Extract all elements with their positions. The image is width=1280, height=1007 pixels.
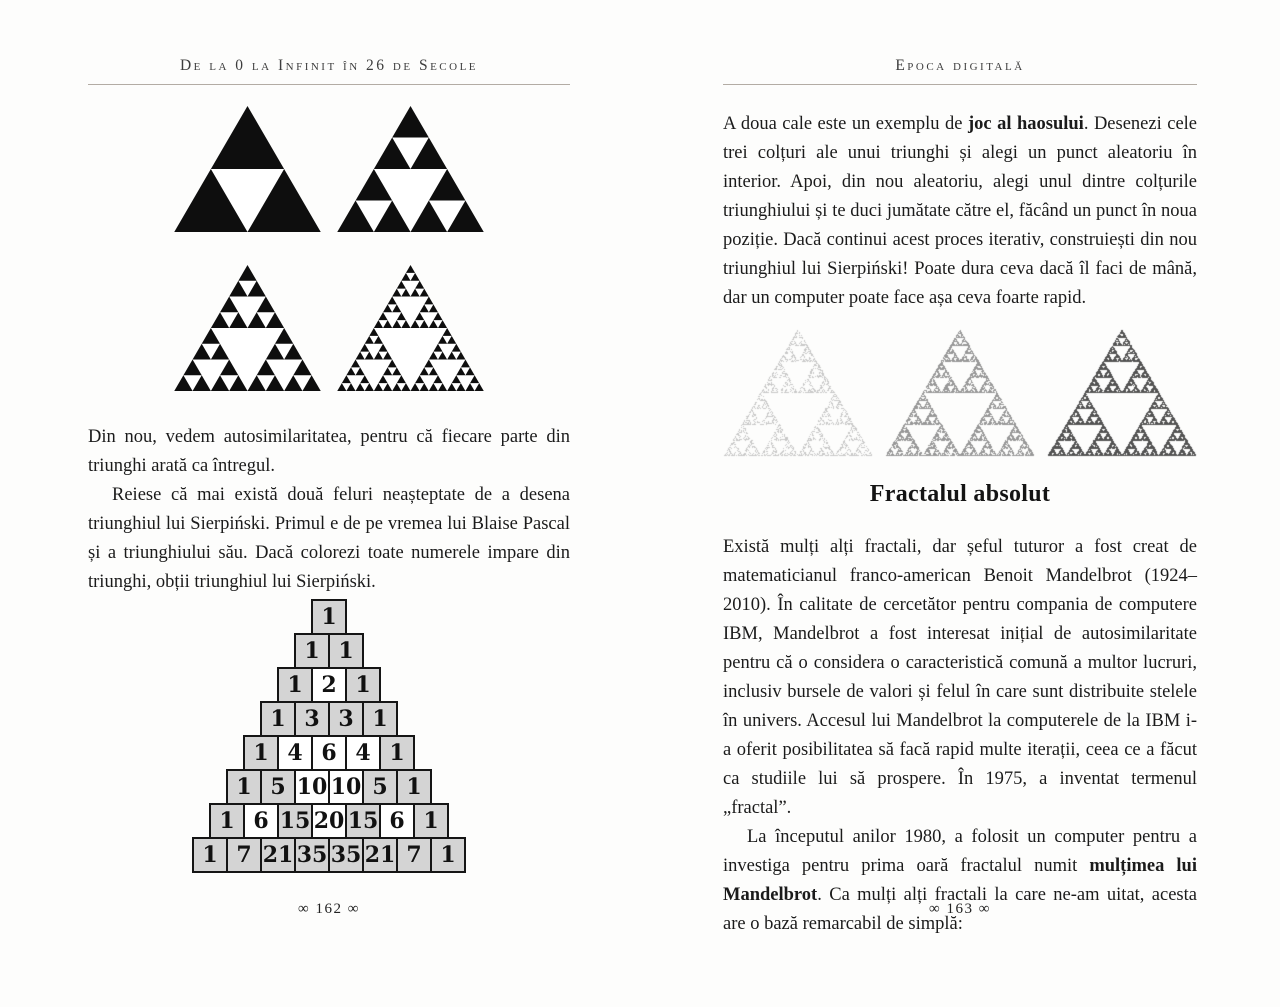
sierpinski-triangle-iteration-2 xyxy=(337,106,484,232)
pascal-row xyxy=(243,735,415,771)
running-head-right: Epoca digitală xyxy=(723,57,1197,85)
pascal-row xyxy=(226,769,432,805)
pascal-cell: 2 xyxy=(311,667,347,703)
pascal-cell: 15 xyxy=(277,803,313,839)
bold-term: joc al haosului xyxy=(967,114,1084,134)
pascal-row xyxy=(192,837,466,873)
pascal-cell: 4 xyxy=(345,735,381,771)
sierpinski-triangle-iteration-1 xyxy=(174,106,321,232)
paragraph-autosimilarity: Din nou, vedem autosimilaritatea, pentru că fiecare parte din triunghi arată ca întregul. xyxy=(88,427,570,476)
pascal-cell: 4 xyxy=(277,735,313,771)
text-run: La începutul anilor 1980, a folosit un computer pentru a investiga pentru prima oară fractalul numit xyxy=(723,827,1197,876)
pascal-cell: 5 xyxy=(362,769,398,805)
pascal-triangle xyxy=(88,599,570,873)
pascal-row xyxy=(209,803,449,839)
pascal-cell: 1 xyxy=(396,769,432,805)
pascal-cell: 20 xyxy=(311,803,347,839)
pascal-cell: 1 xyxy=(328,633,364,669)
pascal-cell: 1 xyxy=(294,633,330,669)
text-run: . Ca mulți alți fractali la care ne-am uitat, acesta are o bază remarcabil de simplă: xyxy=(723,885,1197,934)
paragraph-mandelbrot: Există mulți alți fractali, dar șeful tuturor a fost creat de matematicianul franco-american Benoit Mandelbrot (1924–2010). În calitate de cercetător pentru compania de computere IBM, Mandelbrot a fost interesat inițial de autosimilaritate pentru că o considera o caracteristică comună a multor lucruri, inclusiv bursele de valori și felul în care sunt distribuite stelele în univers. Accesul lui Mandelbrot la computerele de la IBM i-a oferit posibilitatea să facă rapid multe iterații, ceea ce a făcut ca studiile lui să prospere. În 1975, a inventat termenul „fractal”. xyxy=(723,537,1197,818)
pascal-cell: 35 xyxy=(294,837,330,873)
pascal-cell: 1 xyxy=(311,599,347,635)
pascal-cell: 1 xyxy=(243,735,279,771)
pascal-cell: 10 xyxy=(328,769,364,805)
page-number-right: ∞ 163 ∞ xyxy=(929,901,991,917)
pascal-cell: 6 xyxy=(243,803,279,839)
chaos-game-triangle-1 xyxy=(723,329,873,457)
chaos-game-triangle-2 xyxy=(885,329,1035,457)
pascal-cell: 15 xyxy=(345,803,381,839)
page-number-left: ∞ 162 ∞ xyxy=(298,901,360,917)
sierpinski-figure-grid xyxy=(173,106,485,391)
pascal-row xyxy=(260,701,398,737)
pascal-cell: 1 xyxy=(430,837,466,873)
paragraph-pascal-intro: Reiese că mai există două feluri neașteptate de a desena triunghiul lui Sierpiński. Primul e de pe vremea lui Blaise Pascal și a triunghiului său. Dacă colorezi toate numerele impare din triunghi, obții triunghiul lui Sierpiński. xyxy=(88,485,570,592)
sierpinski-triangle-iteration-4 xyxy=(337,265,484,391)
pascal-cell: 21 xyxy=(362,837,398,873)
text-run: . Desenezi cele trei colțuri ale unui triunghi și alegi un punct aleatoriu în interior. Apoi, din nou aleatoriu, alegi unul dintre colțurile triunghiului și te duci jumătate către el, făcând un punct în noua poziție. Dacă continui acest proces iterativ, construiești din nou triunghiul lui Sierpiński! Poate dura ceva dacă îl faci de mână, dar un computer poate face așa ceva foarte rapid. xyxy=(723,114,1198,308)
pascal-row xyxy=(311,599,347,635)
pascal-row xyxy=(277,667,381,703)
section-heading: Fractalul absolut xyxy=(869,481,1051,507)
pascal-cell: 1 xyxy=(277,667,313,703)
pascal-cell: 1 xyxy=(260,701,296,737)
pascal-cell: 6 xyxy=(311,735,347,771)
pascal-cell: 1 xyxy=(413,803,449,839)
pascal-cell: 7 xyxy=(396,837,432,873)
sierpinski-triangle-iteration-3 xyxy=(174,265,321,391)
text-run: A doua cale este un exemplu de xyxy=(723,114,968,134)
pascal-cell: 5 xyxy=(260,769,296,805)
pascal-cell: 1 xyxy=(362,701,398,737)
pascal-cell: 1 xyxy=(345,667,381,703)
pascal-cell: 1 xyxy=(209,803,245,839)
paragraph-chaos-game xyxy=(723,110,1197,313)
pascal-cell: 7 xyxy=(226,837,262,873)
bold-term: mulțimea lui Mandelbrot xyxy=(723,856,1197,905)
pascal-cell: 21 xyxy=(260,837,296,873)
page-right xyxy=(723,0,1197,1007)
page-left xyxy=(88,0,570,1007)
pascal-cell: 1 xyxy=(226,769,262,805)
pascal-row xyxy=(294,633,364,669)
chaos-game-triangle-3 xyxy=(1047,329,1197,457)
running-head-left: De la 0 la Infinit în 26 de Secole xyxy=(88,57,570,85)
pascal-cell: 3 xyxy=(294,701,330,737)
pascal-cell: 3 xyxy=(328,701,364,737)
left-body-text xyxy=(88,423,570,597)
chaos-game-figure-row xyxy=(723,329,1197,457)
pascal-cell: 10 xyxy=(294,769,330,805)
pascal-cell: 35 xyxy=(328,837,364,873)
pascal-cell: 1 xyxy=(192,837,228,873)
pascal-cell: 1 xyxy=(379,735,415,771)
paragraph-mandelbrot-set xyxy=(723,823,1197,939)
pascal-cell: 6 xyxy=(379,803,415,839)
